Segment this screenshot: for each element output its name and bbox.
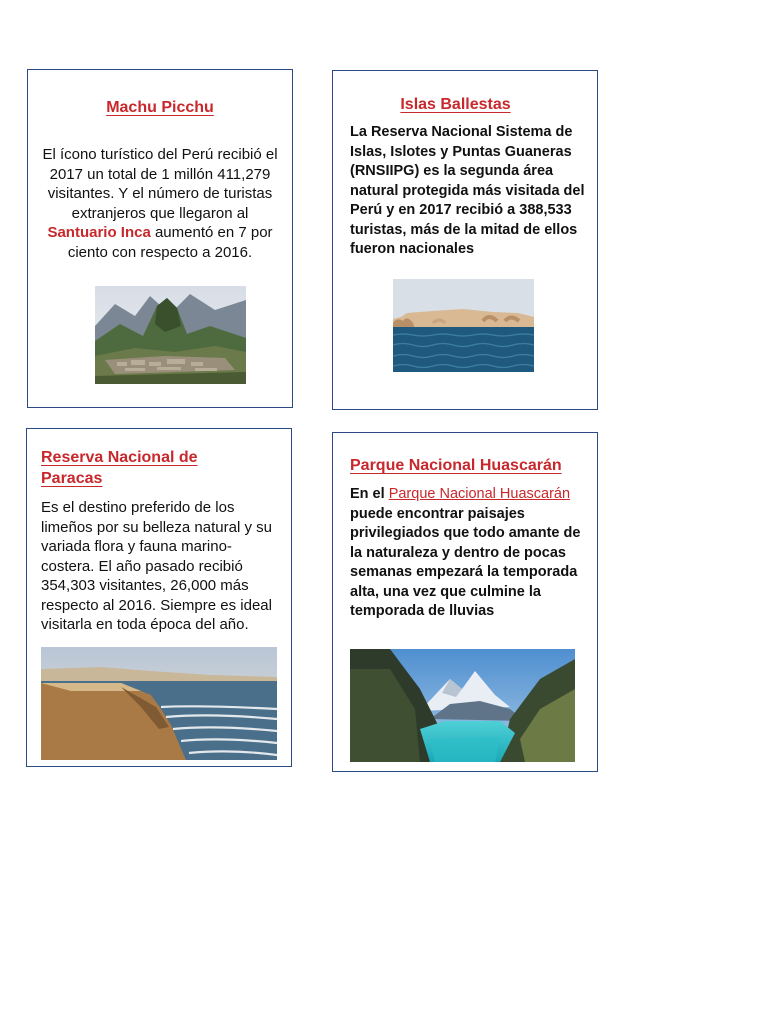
card-title: Islas Ballestas	[400, 96, 511, 113]
card-title: Machu Picchu	[106, 99, 214, 116]
card-islas-ballestas	[332, 70, 598, 410]
card-text	[350, 485, 589, 622]
parque-huascaran-link[interactable]: Parque Nacional Huascarán	[388, 486, 571, 502]
islas-ballestas-photo	[393, 279, 534, 372]
machu-picchu-photo	[95, 286, 246, 384]
card-machu-picchu	[27, 69, 293, 408]
card-paracas	[26, 428, 292, 767]
card-huascaran	[332, 432, 598, 772]
text-rest: aumentó en 7 por ciento con respecto a 2016.	[67, 224, 273, 261]
huascaran-lake-photo	[350, 649, 575, 762]
card-text	[36, 145, 284, 261]
paracas-cliffs-photo	[41, 647, 277, 760]
text-intro: En el	[350, 486, 389, 502]
card-title: Parque Nacional Huascarán	[350, 457, 562, 474]
santuario-inca-highlight: Santuario Inca	[47, 224, 151, 241]
text-rest: puede encontrar paisajes privilegiados que todo amante de la naturaleza y dentro de pocas semanas empezará la temporada alta, una vez que culmine la temporada de lluvias	[350, 505, 581, 619]
card-text: Es el destino preferido de los limeños por su belleza natural y su variada flora y fauna marino-costera. El año pasado recibió 354,303 visitantes, 26,000 más respecto al 2016. Siempre es ideal visitarla en toda época del año.	[41, 499, 272, 633]
card-title: Reserva Nacional de Paracas	[41, 449, 198, 487]
card-text: La Reserva Nacional Sistema de Islas, Islotes y Puntas Guaneras (RNSIIPG) es la segunda área natural protegida más visitada del Perú y en 2017 recibió a 388,533 turistas, más de la mitad de ellos fueron nacionales	[350, 124, 585, 257]
text-intro: El ícono turístico del Perú recibió el 2017 un total de 1 millón 411,279 visitantes. Y el número de turistas extranjeros que llegaron al	[42, 146, 278, 222]
